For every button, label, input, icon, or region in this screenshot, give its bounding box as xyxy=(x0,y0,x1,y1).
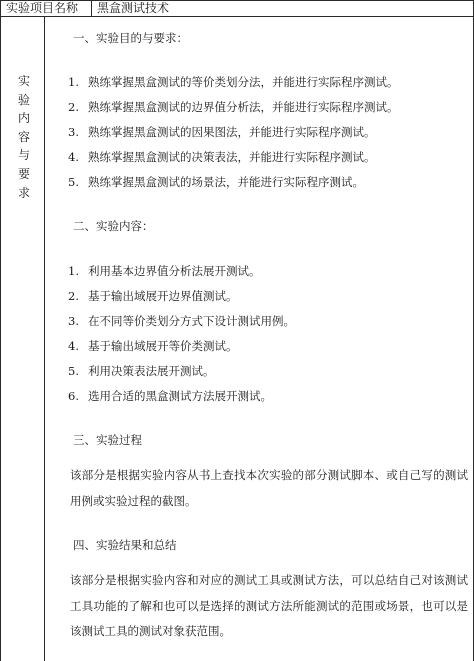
list-item xyxy=(68,313,295,329)
item-number: 5. xyxy=(68,364,79,378)
section-title-process: 三、实验过程 xyxy=(73,433,142,447)
list-item xyxy=(68,363,215,379)
section-text-results: 该部分是根据实验内容和对应的测试工具或测试方法，可以总结自己对该测试工具功能的了解和也可以是选择的测试方法所能测试的范围或场景，也可以是该测试工具的测试对象获范围。 xyxy=(70,573,468,638)
section-title-objectives: 一、实验目的与要求： xyxy=(73,31,188,45)
item-number: 1. xyxy=(68,264,79,278)
item-number: 3. xyxy=(68,314,79,328)
header-value: 黑盒测试技术 xyxy=(97,1,170,15)
section-title-content: 二、实验内容： xyxy=(73,219,154,233)
list-item xyxy=(68,338,238,354)
side-label-char: 与 xyxy=(17,148,30,163)
item-number: 6. xyxy=(68,389,79,403)
list-item xyxy=(68,149,376,165)
item-text: 基于输出域展开边界值测试。 xyxy=(88,289,238,303)
border-header-divider xyxy=(91,0,92,17)
item-text: 利用决策表法展开测试。 xyxy=(88,364,215,378)
border-header-bottom xyxy=(0,16,474,17)
side-label xyxy=(17,72,31,202)
item-text: 熟练掌握黑盒测试的边界值分析法，并能进行实际程序测试。 xyxy=(88,100,399,114)
side-label-char: 要 xyxy=(17,166,30,181)
item-text: 选用合适的黑盒测试方法展开测试。 xyxy=(88,389,272,403)
side-label-char: 验 xyxy=(17,92,30,107)
item-text: 熟练掌握黑盒测试的等价类划分法，并能进行实际程序测试。 xyxy=(88,75,399,89)
item-number: 2. xyxy=(68,100,79,114)
item-text: 熟练掌握黑盒测试的决策表法，并能进行实际程序测试。 xyxy=(88,150,376,164)
list-item xyxy=(68,74,399,90)
item-text: 熟练掌握黑盒测试的场景法，并能进行实际程序测试。 xyxy=(88,175,364,189)
item-number: 2. xyxy=(68,289,79,303)
side-label-char: 容 xyxy=(17,129,30,144)
list-item xyxy=(68,99,399,115)
item-text: 利用基本边界值分析法展开测试。 xyxy=(88,264,261,278)
item-number: 1. xyxy=(68,75,79,89)
list-item xyxy=(68,263,261,279)
header-label: 实验项目名称 xyxy=(6,1,79,15)
list-item xyxy=(68,388,272,404)
item-number: 4. xyxy=(68,150,79,164)
item-text: 熟练掌握黑盒测试的因果图法，并能进行实际程序测试。 xyxy=(88,125,376,139)
side-label-char: 实 xyxy=(17,74,30,88)
item-number: 5. xyxy=(68,175,79,189)
side-label-char: 内 xyxy=(17,111,30,126)
list-item xyxy=(68,288,238,304)
section-text-process: 该部分是根据实验内容从书上查找本次实验的部分测试脚本、或自己写的测试用例或实验过程的截图。 xyxy=(70,468,468,508)
item-number: 3. xyxy=(68,125,79,139)
item-text: 在不同等价类划分方式下设计测试用例。 xyxy=(88,314,295,328)
list-item xyxy=(68,174,364,190)
item-number: 4. xyxy=(68,339,79,353)
side-label-char: 求 xyxy=(17,185,30,200)
border-left xyxy=(0,0,1,661)
section-title-results: 四、实验结果和总结 xyxy=(73,538,177,552)
item-text: 基于输出域展开等价类测试。 xyxy=(88,339,238,353)
list-item xyxy=(68,124,376,140)
border-column-divider xyxy=(44,17,45,661)
